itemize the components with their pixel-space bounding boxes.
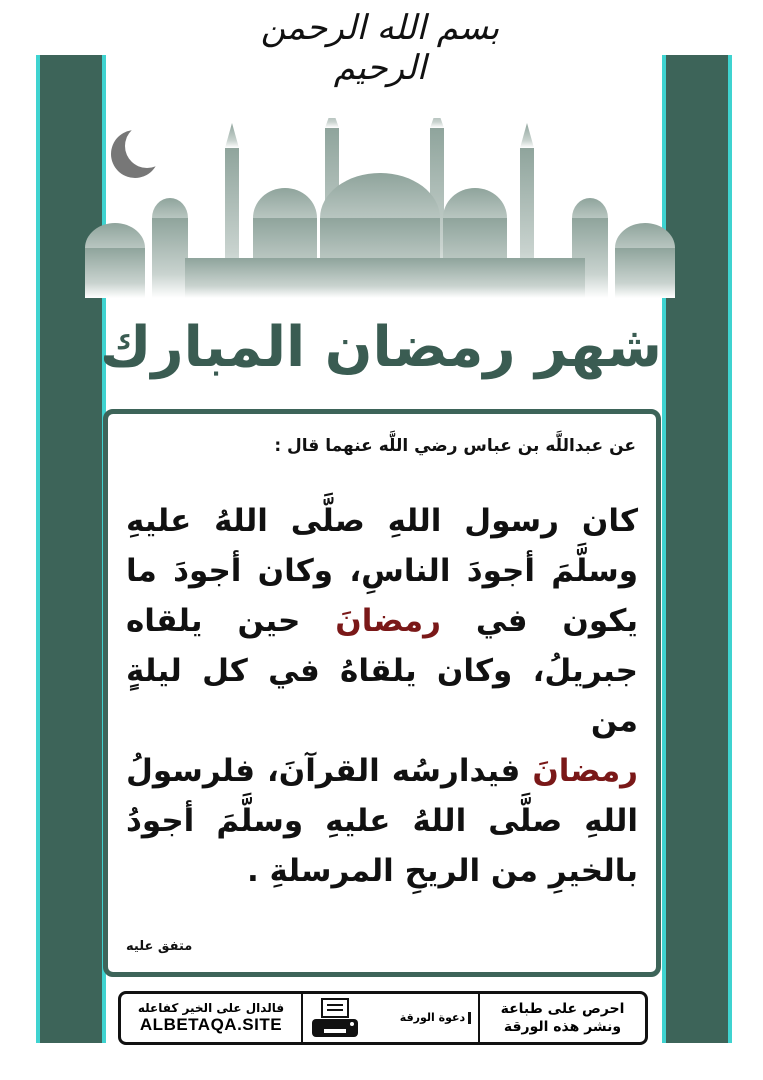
website-link[interactable]: ALBETAQA.SITE bbox=[139, 1015, 283, 1034]
print-note-line1: احرص على طباعة bbox=[500, 1001, 625, 1017]
page-title: شهر رمضان المبارك bbox=[100, 315, 662, 380]
site-logo: دعوة الورقة bbox=[400, 1012, 471, 1024]
hadith-source: متفق عليه bbox=[126, 939, 193, 954]
mosque-skyline-illustration bbox=[85, 118, 675, 298]
hadith-line: كان رسول اللهِ صلَّى اللهُ عليهِ bbox=[126, 503, 638, 539]
footer-print-note bbox=[480, 1000, 645, 1036]
highlight-ramadan: رمضانَ bbox=[532, 753, 638, 789]
hadith-line: جبريلُ، وكان يلقاهُ في كل ليلةٍ من bbox=[126, 653, 638, 739]
printer-icon bbox=[310, 998, 360, 1038]
footer-website bbox=[121, 1001, 301, 1035]
hadith-text bbox=[126, 496, 638, 896]
narrator-line: عن عبداللَّه بن عباس رضي اللَّه عنهما قال : bbox=[274, 436, 636, 456]
basmala-calligraphy: بسم الله الرحمن الرحيم bbox=[260, 8, 500, 88]
print-note-line2: ونشر هذه الورقة bbox=[503, 1019, 622, 1035]
hadith-line: وسلَّمَ أجودَ الناسِ، وكان أجودَ ما bbox=[126, 553, 638, 589]
hadith-line: اللهِ صلَّى اللهُ عليهِ وسلَّمَ أجودُ bbox=[126, 803, 638, 839]
crescent-moon-icon bbox=[111, 124, 169, 178]
footer-motto: فالدال على الخير كفاعله bbox=[137, 1001, 285, 1015]
hadith-line: رمضانَ فيدارسُه القرآنَ، فلرسولُ bbox=[126, 753, 638, 789]
footer-banner bbox=[118, 991, 648, 1045]
hadith-line: بالخيرِ من الريحِ المرسلةِ . bbox=[246, 853, 638, 889]
hadith-line: يكون في رمضانَ حين يلقاه bbox=[126, 603, 638, 639]
highlight-ramadan: رمضانَ bbox=[335, 603, 441, 639]
hadith-box bbox=[103, 409, 661, 977]
